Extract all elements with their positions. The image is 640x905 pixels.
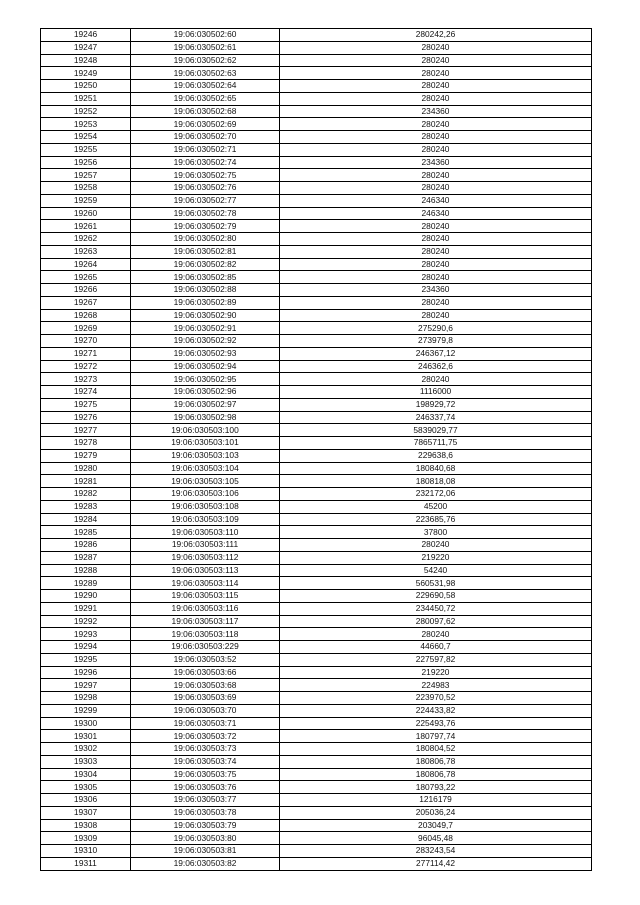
- cadastral-number-cell: 19:06:030503:112: [131, 551, 280, 564]
- cadastral-number-cell: 19:06:030502:89: [131, 296, 280, 309]
- cadastral-number-cell: 19:06:030502:85: [131, 271, 280, 284]
- cadastral-number-cell: 19:06:030503:66: [131, 666, 280, 679]
- value-cell: 234360: [280, 284, 592, 297]
- value-cell: 219220: [280, 666, 592, 679]
- value-cell: 180818,08: [280, 475, 592, 488]
- value-cell: 227597,82: [280, 653, 592, 666]
- table-row: [41, 513, 592, 526]
- table-row: [41, 755, 592, 768]
- value-cell: 229638,6: [280, 449, 592, 462]
- row-number-cell: 19266: [41, 284, 131, 297]
- row-number-cell: 19260: [41, 207, 131, 220]
- cadastral-number-cell: 19:06:030503:110: [131, 526, 280, 539]
- row-number-cell: 19281: [41, 475, 131, 488]
- table-row: [41, 54, 592, 67]
- value-cell: 198929,72: [280, 398, 592, 411]
- value-cell: 1216179: [280, 794, 592, 807]
- cadastral-number-cell: 19:06:030502:74: [131, 156, 280, 169]
- cadastral-number-cell: 19:06:030503:81: [131, 845, 280, 858]
- table-row: [41, 169, 592, 182]
- table-row: [41, 704, 592, 717]
- table-row: [41, 462, 592, 475]
- table-row: [41, 131, 592, 144]
- cadastral-number-cell: 19:06:030502:63: [131, 67, 280, 80]
- row-number-cell: 19251: [41, 92, 131, 105]
- cadastral-number-cell: 19:06:030503:72: [131, 730, 280, 743]
- table-row: [41, 615, 592, 628]
- row-number-cell: 19280: [41, 462, 131, 475]
- cadastral-number-cell: 19:06:030502:90: [131, 309, 280, 322]
- table-row: [41, 768, 592, 781]
- cadastral-number-cell: 19:06:030503:78: [131, 806, 280, 819]
- cadastral-number-cell: 19:06:030503:108: [131, 500, 280, 513]
- row-number-cell: 19249: [41, 67, 131, 80]
- cadastral-number-cell: 19:06:030502:60: [131, 29, 280, 42]
- value-cell: 232172,06: [280, 488, 592, 501]
- table-row: [41, 360, 592, 373]
- row-number-cell: 19303: [41, 755, 131, 768]
- value-cell: 234450,72: [280, 602, 592, 615]
- value-cell: 280242,26: [280, 29, 592, 42]
- cadastral-number-cell: 19:06:030502:70: [131, 131, 280, 144]
- cadastral-number-cell: 19:06:030502:91: [131, 322, 280, 335]
- cadastral-number-cell: 19:06:030503:113: [131, 564, 280, 577]
- row-number-cell: 19292: [41, 615, 131, 628]
- row-number-cell: 19302: [41, 743, 131, 756]
- table-row: [41, 424, 592, 437]
- value-cell: 280240: [280, 67, 592, 80]
- row-number-cell: 19273: [41, 373, 131, 386]
- cadastral-number-cell: 19:06:030502:96: [131, 386, 280, 399]
- row-number-cell: 19263: [41, 245, 131, 258]
- row-number-cell: 19255: [41, 143, 131, 156]
- table-row: [41, 539, 592, 552]
- table-row: [41, 411, 592, 424]
- table-row: [41, 309, 592, 322]
- cadastral-number-cell: 19:06:030503:116: [131, 602, 280, 615]
- row-number-cell: 19261: [41, 220, 131, 233]
- table-row: [41, 730, 592, 743]
- row-number-cell: 19275: [41, 398, 131, 411]
- cadastral-number-cell: 19:06:030503:52: [131, 653, 280, 666]
- value-cell: 560531,98: [280, 577, 592, 590]
- cadastral-number-cell: 19:06:030503:109: [131, 513, 280, 526]
- cadastral-number-cell: 19:06:030502:81: [131, 245, 280, 258]
- cadastral-number-cell: 19:06:030502:61: [131, 41, 280, 54]
- value-cell: 1116000: [280, 386, 592, 399]
- row-number-cell: 19256: [41, 156, 131, 169]
- cadastral-number-cell: 19:06:030503:79: [131, 819, 280, 832]
- cadastral-number-cell: 19:06:030502:97: [131, 398, 280, 411]
- cadastral-number-cell: 19:06:030502:95: [131, 373, 280, 386]
- cadastral-number-cell: 19:06:030502:71: [131, 143, 280, 156]
- cadastral-number-cell: 19:06:030502:65: [131, 92, 280, 105]
- value-cell: 180806,78: [280, 768, 592, 781]
- cadastral-number-cell: 19:06:030502:93: [131, 347, 280, 360]
- table-row: [41, 220, 592, 233]
- table-row: [41, 437, 592, 450]
- value-cell: 229690,58: [280, 590, 592, 603]
- table-row: [41, 794, 592, 807]
- value-cell: 280240: [280, 41, 592, 54]
- table-row: [41, 271, 592, 284]
- cadastral-number-cell: 19:06:030503:80: [131, 832, 280, 845]
- table-row: [41, 845, 592, 858]
- cadastral-number-cell: 19:06:030502:80: [131, 233, 280, 246]
- value-cell: 280240: [280, 258, 592, 271]
- table-row: [41, 284, 592, 297]
- cadastral-number-cell: 19:06:030502:78: [131, 207, 280, 220]
- row-number-cell: 19308: [41, 819, 131, 832]
- value-cell: 246340: [280, 207, 592, 220]
- value-cell: 180793,22: [280, 781, 592, 794]
- table-row: [41, 590, 592, 603]
- value-cell: 224983: [280, 679, 592, 692]
- value-cell: 37800: [280, 526, 592, 539]
- table-row: [41, 67, 592, 80]
- row-number-cell: 19299: [41, 704, 131, 717]
- row-number-cell: 19295: [41, 653, 131, 666]
- table-row: [41, 641, 592, 654]
- cadastral-number-cell: 19:06:030503:74: [131, 755, 280, 768]
- table-row: [41, 322, 592, 335]
- cadastral-number-cell: 19:06:030503:229: [131, 641, 280, 654]
- table-row: [41, 666, 592, 679]
- row-number-cell: 19306: [41, 794, 131, 807]
- cadastral-number-cell: 19:06:030502:82: [131, 258, 280, 271]
- table-row: [41, 92, 592, 105]
- row-number-cell: 19274: [41, 386, 131, 399]
- value-cell: 280240: [280, 296, 592, 309]
- cadastral-number-cell: 19:06:030503:73: [131, 743, 280, 756]
- row-number-cell: 19265: [41, 271, 131, 284]
- row-number-cell: 19272: [41, 360, 131, 373]
- value-cell: 246337,74: [280, 411, 592, 424]
- value-cell: 280240: [280, 220, 592, 233]
- table-row: [41, 156, 592, 169]
- cadastral-number-cell: 19:06:030503:82: [131, 857, 280, 870]
- table-row: [41, 105, 592, 118]
- value-cell: 54240: [280, 564, 592, 577]
- table-row: [41, 118, 592, 131]
- row-number-cell: 19289: [41, 577, 131, 590]
- row-number-cell: 19287: [41, 551, 131, 564]
- value-cell: 273979,8: [280, 335, 592, 348]
- value-cell: 280240: [280, 80, 592, 93]
- row-number-cell: 19294: [41, 641, 131, 654]
- row-number-cell: 19252: [41, 105, 131, 118]
- table-row: [41, 743, 592, 756]
- table-row: [41, 386, 592, 399]
- value-cell: 280240: [280, 245, 592, 258]
- table-row: [41, 819, 592, 832]
- table-row: [41, 258, 592, 271]
- value-cell: 5839029,77: [280, 424, 592, 437]
- row-number-cell: 19276: [41, 411, 131, 424]
- row-number-cell: 19248: [41, 54, 131, 67]
- row-number-cell: 19297: [41, 679, 131, 692]
- cadastral-number-cell: 19:06:030503:76: [131, 781, 280, 794]
- row-number-cell: 19283: [41, 500, 131, 513]
- value-cell: 7865711,75: [280, 437, 592, 450]
- table-row: [41, 194, 592, 207]
- cadastral-number-cell: 19:06:030503:71: [131, 717, 280, 730]
- value-cell: 280240: [280, 233, 592, 246]
- table-row: [41, 564, 592, 577]
- cadastral-number-cell: 19:06:030503:105: [131, 475, 280, 488]
- cadastral-number-cell: 19:06:030503:69: [131, 692, 280, 705]
- row-number-cell: 19257: [41, 169, 131, 182]
- value-cell: 223970,52: [280, 692, 592, 705]
- table-row: [41, 245, 592, 258]
- cadastral-number-cell: 19:06:030502:88: [131, 284, 280, 297]
- value-cell: 180840,68: [280, 462, 592, 475]
- table-row: [41, 29, 592, 42]
- cadastral-number-cell: 19:06:030503:117: [131, 615, 280, 628]
- value-cell: 280240: [280, 628, 592, 641]
- cadastral-number-cell: 19:06:030502:76: [131, 182, 280, 195]
- cadastral-number-cell: 19:06:030502:79: [131, 220, 280, 233]
- value-cell: 280240: [280, 54, 592, 67]
- value-cell: 223685,76: [280, 513, 592, 526]
- cadastral-number-cell: 19:06:030502:68: [131, 105, 280, 118]
- table-row: [41, 832, 592, 845]
- table-row: [41, 335, 592, 348]
- cadastral-number-cell: 19:06:030503:68: [131, 679, 280, 692]
- value-cell: 234360: [280, 156, 592, 169]
- value-cell: 275290,6: [280, 322, 592, 335]
- row-number-cell: 19264: [41, 258, 131, 271]
- table-row: [41, 526, 592, 539]
- row-number-cell: 19254: [41, 131, 131, 144]
- value-cell: 203049,7: [280, 819, 592, 832]
- table-row: [41, 653, 592, 666]
- cadastral-number-cell: 19:06:030502:69: [131, 118, 280, 131]
- cadastral-number-cell: 19:06:030502:94: [131, 360, 280, 373]
- row-number-cell: 19291: [41, 602, 131, 615]
- cadastral-number-cell: 19:06:030503:77: [131, 794, 280, 807]
- value-cell: 280240: [280, 373, 592, 386]
- value-cell: 280240: [280, 182, 592, 195]
- row-number-cell: 19259: [41, 194, 131, 207]
- row-number-cell: 19286: [41, 539, 131, 552]
- cadastral-number-cell: 19:06:030503:75: [131, 768, 280, 781]
- value-cell: 44660,7: [280, 641, 592, 654]
- table-row: [41, 602, 592, 615]
- cadastral-number-cell: 19:06:030503:111: [131, 539, 280, 552]
- value-cell: 280097,62: [280, 615, 592, 628]
- row-number-cell: 19267: [41, 296, 131, 309]
- cadastral-number-cell: 19:06:030502:64: [131, 80, 280, 93]
- table-row: [41, 143, 592, 156]
- table-row: [41, 41, 592, 54]
- cadastral-number-cell: 19:06:030502:77: [131, 194, 280, 207]
- row-number-cell: 19290: [41, 590, 131, 603]
- value-cell: 180806,78: [280, 755, 592, 768]
- row-number-cell: 19282: [41, 488, 131, 501]
- table-row: [41, 692, 592, 705]
- value-cell: 234360: [280, 105, 592, 118]
- value-cell: 180797,74: [280, 730, 592, 743]
- cadastral-number-cell: 19:06:030503:100: [131, 424, 280, 437]
- value-cell: 280240: [280, 92, 592, 105]
- value-cell: 225493,76: [280, 717, 592, 730]
- value-cell: 280240: [280, 143, 592, 156]
- cadastral-number-cell: 19:06:030503:114: [131, 577, 280, 590]
- row-number-cell: 19310: [41, 845, 131, 858]
- value-cell: 280240: [280, 309, 592, 322]
- row-number-cell: 19284: [41, 513, 131, 526]
- cadastral-number-cell: 19:06:030502:75: [131, 169, 280, 182]
- table-row: [41, 80, 592, 93]
- cadastral-number-cell: 19:06:030503:70: [131, 704, 280, 717]
- table-row: [41, 679, 592, 692]
- row-number-cell: 19278: [41, 437, 131, 450]
- value-cell: 280240: [280, 118, 592, 131]
- table-row: [41, 233, 592, 246]
- row-number-cell: 19262: [41, 233, 131, 246]
- row-number-cell: 19305: [41, 781, 131, 794]
- row-number-cell: 19246: [41, 29, 131, 42]
- value-cell: 224433,82: [280, 704, 592, 717]
- row-number-cell: 19304: [41, 768, 131, 781]
- table-row: [41, 717, 592, 730]
- row-number-cell: 19270: [41, 335, 131, 348]
- row-number-cell: 19277: [41, 424, 131, 437]
- table-row: [41, 488, 592, 501]
- row-number-cell: 19301: [41, 730, 131, 743]
- table-row: [41, 475, 592, 488]
- value-cell: 180804,52: [280, 743, 592, 756]
- table-body: [41, 29, 592, 871]
- row-number-cell: 19298: [41, 692, 131, 705]
- value-cell: 96045,48: [280, 832, 592, 845]
- cadastral-value-table: [40, 28, 592, 871]
- table-row: [41, 857, 592, 870]
- row-number-cell: 19269: [41, 322, 131, 335]
- row-number-cell: 19250: [41, 80, 131, 93]
- table-row: [41, 449, 592, 462]
- row-number-cell: 19307: [41, 806, 131, 819]
- value-cell: 205036,24: [280, 806, 592, 819]
- table-row: [41, 373, 592, 386]
- value-cell: 246367,12: [280, 347, 592, 360]
- cadastral-number-cell: 19:06:030503:104: [131, 462, 280, 475]
- value-cell: 280240: [280, 271, 592, 284]
- value-cell: 280240: [280, 131, 592, 144]
- row-number-cell: 19296: [41, 666, 131, 679]
- value-cell: 280240: [280, 539, 592, 552]
- cadastral-number-cell: 19:06:030503:118: [131, 628, 280, 641]
- row-number-cell: 19258: [41, 182, 131, 195]
- cadastral-number-cell: 19:06:030503:101: [131, 437, 280, 450]
- table-row: [41, 628, 592, 641]
- table-row: [41, 296, 592, 309]
- table-row: [41, 806, 592, 819]
- row-number-cell: 19253: [41, 118, 131, 131]
- value-cell: 283243,54: [280, 845, 592, 858]
- table-row: [41, 347, 592, 360]
- row-number-cell: 19271: [41, 347, 131, 360]
- cadastral-number-cell: 19:06:030503:115: [131, 590, 280, 603]
- row-number-cell: 19288: [41, 564, 131, 577]
- cadastral-number-cell: 19:06:030503:103: [131, 449, 280, 462]
- row-number-cell: 19293: [41, 628, 131, 641]
- row-number-cell: 19247: [41, 41, 131, 54]
- table-row: [41, 551, 592, 564]
- table-row: [41, 500, 592, 513]
- row-number-cell: 19309: [41, 832, 131, 845]
- table-row: [41, 781, 592, 794]
- row-number-cell: 19285: [41, 526, 131, 539]
- row-number-cell: 19279: [41, 449, 131, 462]
- table-row: [41, 207, 592, 220]
- row-number-cell: 19300: [41, 717, 131, 730]
- row-number-cell: 19311: [41, 857, 131, 870]
- value-cell: 246362,6: [280, 360, 592, 373]
- table-row: [41, 398, 592, 411]
- row-number-cell: 19268: [41, 309, 131, 322]
- table-row: [41, 577, 592, 590]
- cadastral-number-cell: 19:06:030502:62: [131, 54, 280, 67]
- value-cell: 280240: [280, 169, 592, 182]
- value-cell: 45200: [280, 500, 592, 513]
- cadastral-number-cell: 19:06:030502:98: [131, 411, 280, 424]
- cadastral-number-cell: 19:06:030502:92: [131, 335, 280, 348]
- value-cell: 277114,42: [280, 857, 592, 870]
- value-cell: 246340: [280, 194, 592, 207]
- table-row: [41, 182, 592, 195]
- cadastral-number-cell: 19:06:030503:106: [131, 488, 280, 501]
- value-cell: 219220: [280, 551, 592, 564]
